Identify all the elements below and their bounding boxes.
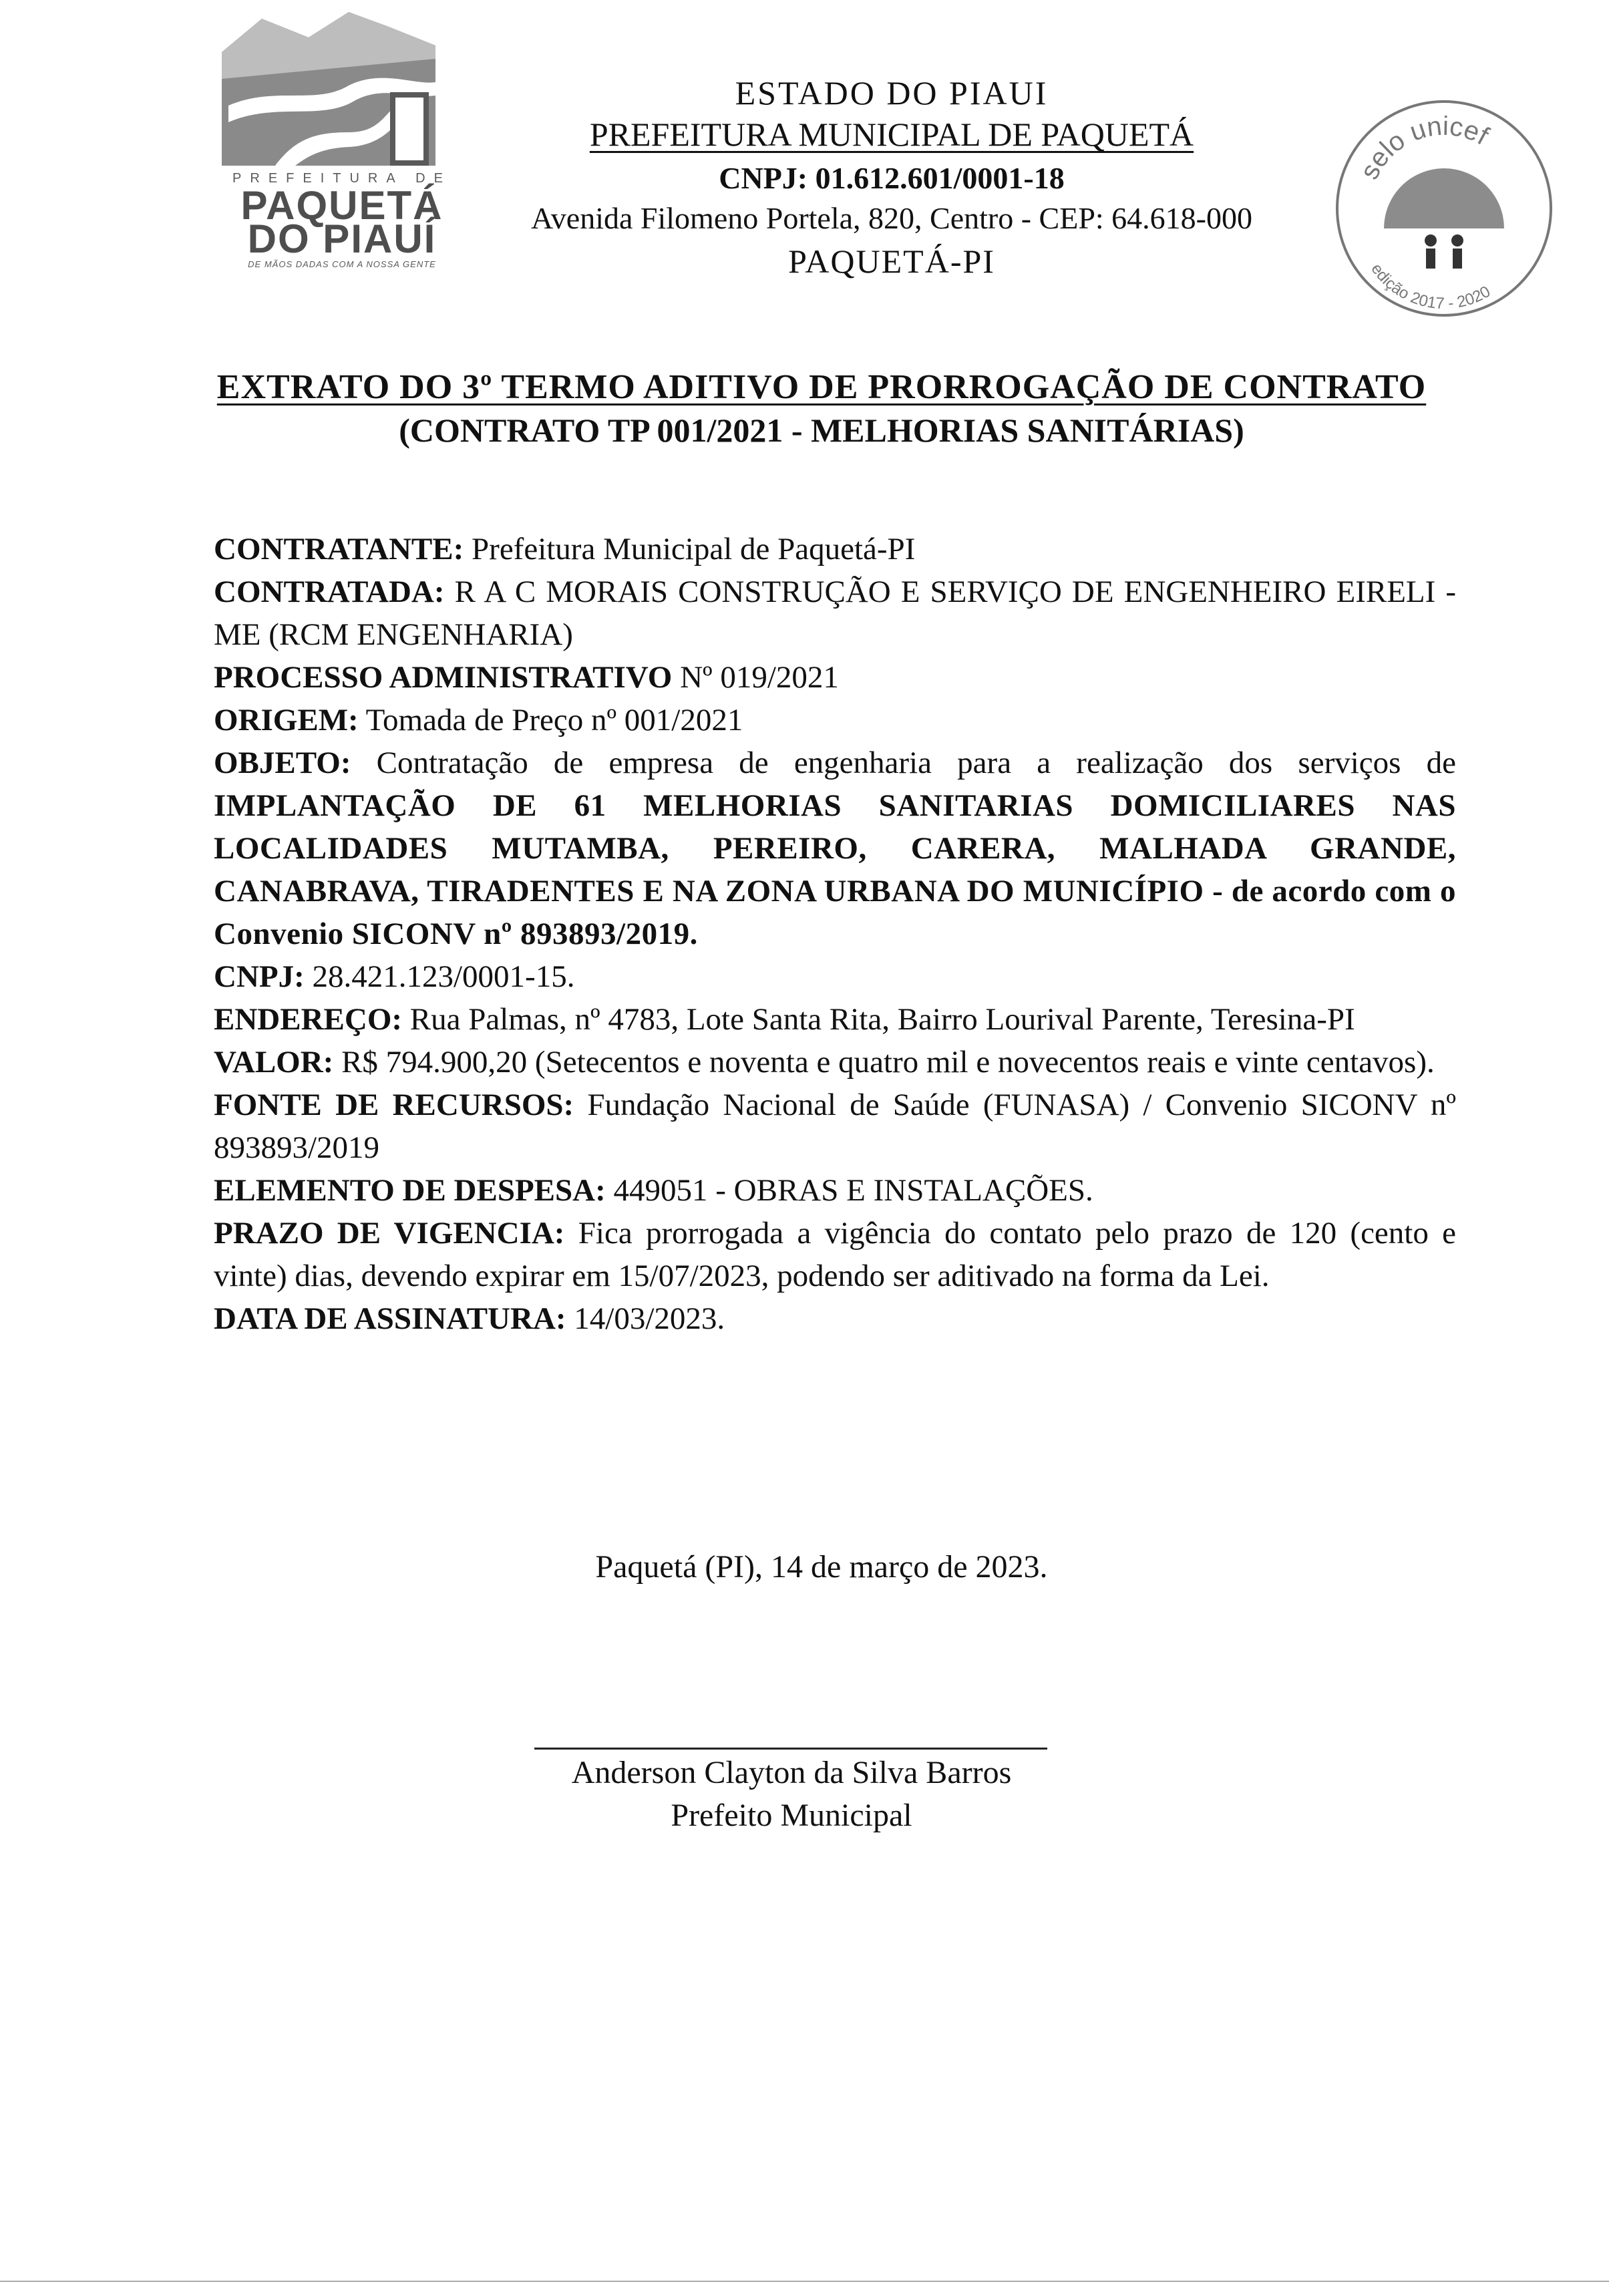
field-cnpj: [214, 955, 1456, 998]
value-prazo: Fica prorrogada a vigência do contato pelo prazo de 120 (cento e vinte) dias, devendo expirar em 15/07/2023, podendo ser aditivado na forma da Lei.: [214, 1216, 1457, 1293]
field-processo: [214, 656, 1456, 699]
value-cnpj: 28.421.123/0001-15.: [312, 959, 575, 994]
municipality-logo: [215, 5, 469, 273]
value-fonte: Fundação Nacional de Saúde (FUNASA) / Convenio SICONV nº 893893/2019: [214, 1088, 1456, 1165]
value-valor: R$ 794.900,20 (Setecentos e noventa e quatro mil e novecentos reais e vinte centavos).: [341, 1045, 1435, 1080]
label-contratada: CONTRATADA:: [214, 575, 445, 609]
label-prazo: PRAZO DE VIGENCIA:: [214, 1216, 565, 1251]
label-cnpj: CNPJ:: [214, 959, 305, 994]
field-data: [214, 1297, 1456, 1340]
logo-motto: DE MÃOS DADAS COM A NOSSA GENTE: [248, 259, 436, 269]
label-contratante: CONTRATANTE:: [214, 532, 464, 566]
label-fonte: FONTE DE RECURSOS:: [214, 1088, 574, 1122]
field-valor: [214, 1041, 1456, 1084]
value-contratante: Prefeitura Municipal de Paquetá-PI: [472, 532, 916, 566]
document-body: [214, 528, 1456, 1340]
header-cnpj: CNPJ: 01.612.601/0001-18: [719, 161, 1065, 195]
value-data: 14/03/2023.: [574, 1301, 725, 1336]
value-origem: Tomada de Preço nº 001/2021: [365, 703, 743, 737]
label-elemento: ELEMENTO DE DESPESA:: [214, 1173, 606, 1208]
label-endereco: ENDEREÇO:: [214, 1002, 403, 1037]
value-contratada: R A C MORAIS CONSTRUÇÃO E SERVIÇO DE ENGENHEIRO EIRELI - ME (RCM ENGENHARIA): [214, 575, 1456, 652]
field-contratada: [214, 570, 1456, 656]
logo-prefix: PREFEITURA DE: [232, 171, 452, 186]
page-edge-divider: [0, 2281, 1609, 2282]
document-title: EXTRATO DO 3º TERMO ADITIVO DE PRORROGAÇÃO DE CONTRATO: [216, 368, 1427, 406]
signature-line: [534, 1748, 1047, 1750]
label-processo: PROCESSO ADMINISTRATIVO: [214, 660, 673, 695]
value-elemento: 449051 - OBRAS E INSTALAÇÕES.: [613, 1173, 1093, 1208]
header-city: PAQUETÁ-PI: [788, 242, 995, 280]
document-subtitle: (CONTRATO TP 001/2021 - MELHORIAS SANITÁRIAS): [399, 412, 1244, 449]
field-origem: [214, 699, 1456, 742]
label-origem: ORIGEM:: [214, 703, 359, 737]
logo-name-line1: PAQUETÁ: [240, 183, 443, 228]
signatory-name: Anderson Clayton da Silva Barros: [571, 1755, 1012, 1790]
seal-bottom-text: edição 2017 - 2020: [1367, 260, 1494, 313]
signatory-role: Prefeito Municipal: [671, 1798, 912, 1833]
header-prefeitura: PREFEITURA MUNICIPAL DE PAQUETÁ: [589, 116, 1194, 153]
label-objeto: OBJETO:: [214, 746, 351, 780]
label-data: DATA DE ASSINATURA:: [214, 1301, 566, 1336]
value-endereco: Rua Palmas, nº 4783, Lote Santa Rita, Bairro Lourival Parente, Teresina-PI: [409, 1002, 1355, 1037]
place-date: Paquetá (PI), 14 de março de 2023.: [595, 1549, 1048, 1585]
field-endereco: [214, 998, 1456, 1041]
label-valor: VALOR:: [214, 1045, 334, 1080]
unicef-seal-icon: [1330, 95, 1558, 322]
field-elemento: [214, 1169, 1456, 1212]
field-objeto: [214, 742, 1456, 955]
header-address: Avenida Filomeno Portela, 820, Centro - CEP: 64.618-000: [530, 201, 1253, 235]
value-objeto: Contratação de empresa de engenharia para a realização dos serviços de: [376, 746, 1456, 780]
logo-name-line2: DO PIAUÍ: [247, 216, 437, 261]
seal-top-text: selo unicef: [1355, 111, 1493, 184]
field-fonte: [214, 1084, 1456, 1169]
field-prazo: [214, 1212, 1456, 1297]
field-contratante: [214, 528, 1456, 570]
value-processo: Nº 019/2021: [680, 660, 839, 695]
value-objeto-bold: IMPLANTAÇÃO DE 61 MELHORIAS SANITARIAS DOMICILIARES NAS LOCALIDADES MUTAMBA, PEREIRO, CARERA, MALHADA GRANDE, CANABRAVA, TIRADENTES E NA ZONA URBANA DO MUNICÍPIO - de acordo com o Convenio SICONV nº 893893/2019.: [214, 788, 1456, 951]
header-estado: ESTADO DO PIAUI: [735, 74, 1049, 112]
